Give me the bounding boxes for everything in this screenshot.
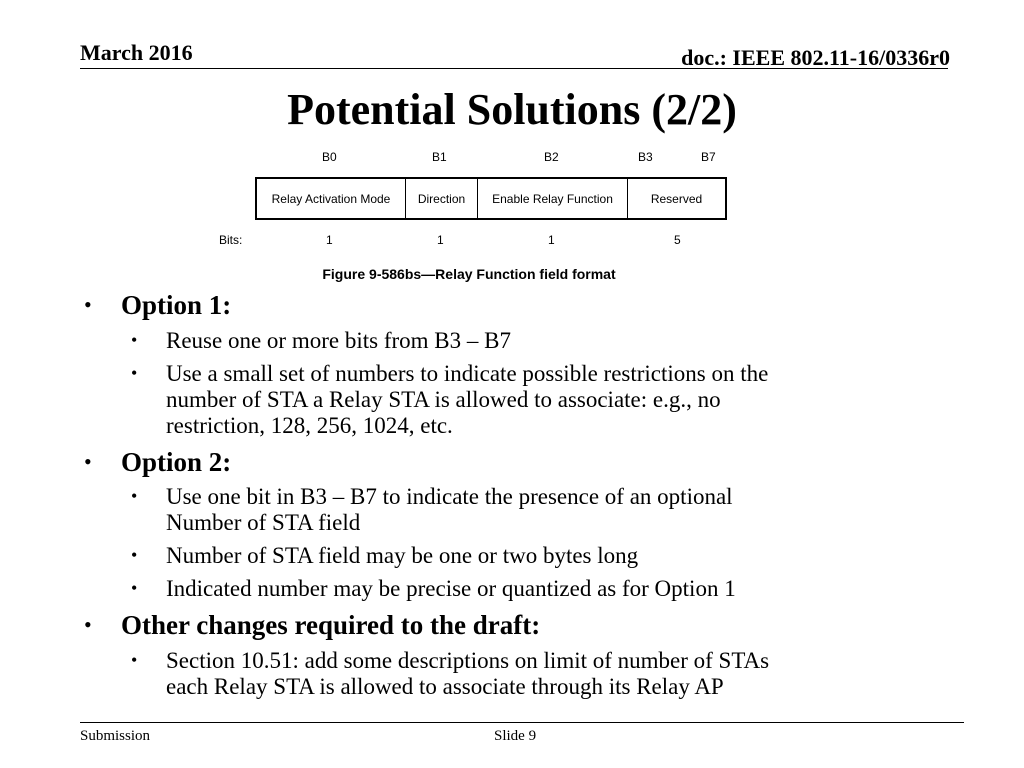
bullet-dot-icon: • bbox=[84, 612, 92, 637]
other-item-1-line-2: each Relay STA is allowed to associate through its Relay AP bbox=[166, 674, 724, 699]
footer-submission: Submission bbox=[80, 728, 151, 744]
header-date: March 2016 bbox=[80, 40, 193, 65]
option2-heading: Option 2: bbox=[121, 447, 232, 477]
bits-reserved: 5 bbox=[674, 233, 681, 247]
bits-row-label: Bits: bbox=[219, 233, 243, 247]
option1-item-2-line-1: Use a small set of numbers to indicate possible restrictions on the bbox=[166, 361, 769, 386]
header-doc-id: doc.: IEEE 802.11-16/0336r0 bbox=[681, 45, 950, 70]
bullet-dot-icon: • bbox=[131, 578, 138, 598]
option1-item-1: Reuse one or more bits from B3 – B7 bbox=[166, 328, 511, 353]
bits-relay-activation-mode: 1 bbox=[326, 233, 333, 247]
field-relay-activation-mode: Relay Activation Mode bbox=[257, 179, 406, 218]
bits-enable-relay-function: 1 bbox=[548, 233, 555, 247]
option1-heading: Option 1: bbox=[121, 290, 232, 320]
bit-label-b7: B7 bbox=[701, 150, 716, 164]
footer-slide-number: Slide 9 bbox=[494, 728, 537, 744]
option1-item-2-line-3: restriction, 128, 256, 1024, etc. bbox=[166, 413, 453, 438]
bit-label-b3: B3 bbox=[638, 150, 653, 164]
option2-item-2: Number of STA field may be one or two bytes long bbox=[166, 543, 639, 568]
bullet-dot-icon: • bbox=[84, 449, 92, 474]
bits-direction: 1 bbox=[437, 233, 444, 247]
bullet-dot-icon: • bbox=[131, 650, 138, 670]
header-divider bbox=[80, 68, 948, 69]
field-format-table bbox=[255, 177, 727, 220]
bullet-dot-icon: • bbox=[131, 363, 138, 383]
figure-caption: Figure 9-586bs—Relay Function field format bbox=[322, 266, 616, 282]
field-reserved: Reserved bbox=[650, 191, 703, 206]
bit-label-b1: B1 bbox=[432, 150, 447, 164]
option2-item-3: Indicated number may be precise or quantized as for Option 1 bbox=[166, 576, 736, 601]
field-enable-relay-function: Enable Relay Function bbox=[478, 179, 628, 218]
footer-divider bbox=[80, 722, 964, 723]
bullet-dot-icon: • bbox=[131, 330, 138, 350]
bullet-dot-icon: • bbox=[84, 292, 92, 317]
other-item-1-line-1: Section 10.51: add some descriptions on limit of number of STAs bbox=[166, 648, 770, 673]
option2-item-1-line-1: Use one bit in B3 – B7 to indicate the presence of an optional bbox=[166, 484, 733, 509]
bit-label-b2: B2 bbox=[544, 150, 559, 164]
bullet-dot-icon: • bbox=[131, 486, 138, 506]
other-changes-heading: Other changes required to the draft: bbox=[121, 610, 541, 640]
bit-label-b0: B0 bbox=[322, 150, 337, 164]
option2-item-1-line-2: Number of STA field bbox=[166, 510, 361, 535]
bullet-dot-icon: • bbox=[131, 545, 138, 565]
field-direction: Direction bbox=[406, 179, 478, 218]
slide-title: Potential Solutions (2/2) bbox=[287, 85, 737, 134]
option1-item-2-line-2: number of STA a Relay STA is allowed to associate: e.g., no bbox=[166, 387, 721, 412]
